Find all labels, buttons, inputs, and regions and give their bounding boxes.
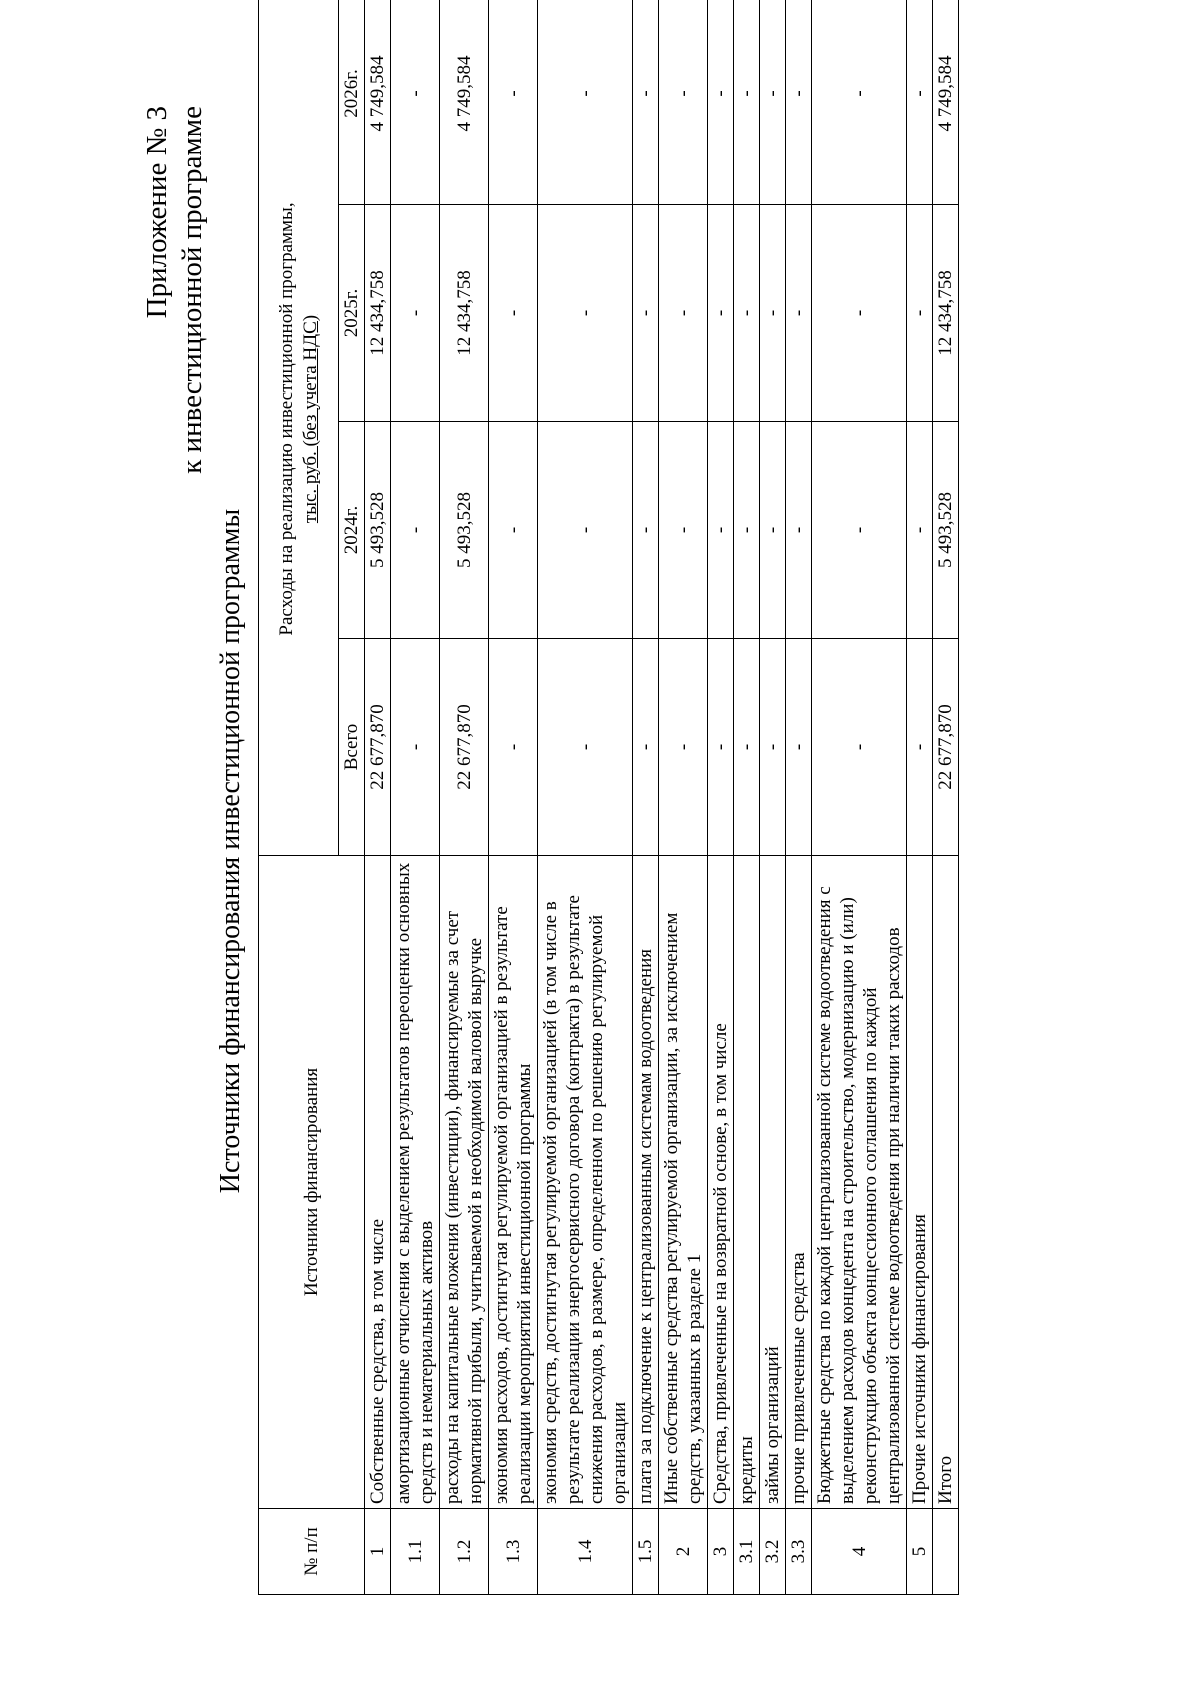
- row-source: Итого: [933, 856, 959, 1509]
- table-row: [812, 0, 907, 1595]
- cell-total: 22 677,870: [365, 639, 391, 856]
- cell-2025: -: [907, 205, 933, 422]
- cell-2026: -: [659, 0, 708, 205]
- row-number: 3.2: [760, 1509, 786, 1595]
- cell-total: -: [760, 639, 786, 856]
- table-row: [734, 0, 760, 1595]
- cell-2026: -: [812, 0, 907, 205]
- table-row: [538, 0, 633, 1595]
- cell-2024: -: [489, 422, 538, 639]
- cell-2025: 12 434,758: [933, 205, 959, 422]
- cell-total: -: [659, 639, 708, 856]
- cell-total: -: [633, 639, 659, 856]
- row-source: расходы на капитальные вложения (инвестиции), финансируемые за счет нормативной прибыли, учитываемой в необходимой валовой выручке: [440, 856, 489, 1509]
- cell-total: 22 677,870: [440, 639, 489, 856]
- cell-total: 22 677,870: [933, 639, 959, 856]
- table-row: [907, 0, 933, 1595]
- cell-total: -: [812, 639, 907, 856]
- row-number: 3: [708, 1509, 734, 1595]
- cell-2024: -: [538, 422, 633, 639]
- cell-2025: 12 434,758: [440, 205, 489, 422]
- cell-total: -: [907, 639, 933, 856]
- row-number: 1.1: [391, 1509, 440, 1595]
- cell-2024: -: [812, 422, 907, 639]
- table-row: [365, 0, 391, 1595]
- row-source: Средства, привлеченные на возвратной основе, в том числе: [708, 856, 734, 1509]
- appendix-subtitle: к инвестиционной программе: [176, 106, 208, 474]
- header-source: Источники финансирования: [259, 856, 365, 1509]
- cell-2024: -: [659, 422, 708, 639]
- cell-total: -: [786, 639, 812, 856]
- cell-2026: -: [391, 0, 440, 205]
- row-number: 1.5: [633, 1509, 659, 1595]
- cell-2025: 12 434,758: [365, 205, 391, 422]
- row-number: 1: [365, 1509, 391, 1595]
- cell-2024: -: [734, 422, 760, 639]
- row-source: Прочие источники финансирования: [907, 856, 933, 1509]
- table-row: [708, 0, 734, 1595]
- cell-2024: -: [708, 422, 734, 639]
- table-row: [489, 0, 538, 1595]
- cell-total: -: [708, 639, 734, 856]
- cell-2024: -: [760, 422, 786, 639]
- table-body: [365, 0, 959, 1595]
- header-total: Всего: [339, 639, 365, 856]
- cell-2024: -: [391, 422, 440, 639]
- cell-2025: -: [708, 205, 734, 422]
- table-row: [440, 0, 489, 1595]
- cell-2026: -: [907, 0, 933, 205]
- header-expenses-line1: Расходы на реализацию инвестиционной программы,: [275, 202, 297, 636]
- row-source: экономия расходов, достигнутая регулируемой организацией в результате реализации мероприятий инвестиционной программы: [489, 856, 538, 1509]
- header-2026: 2026г.: [339, 0, 365, 205]
- cell-2024: 5 493,528: [440, 422, 489, 639]
- appendix-number: Приложение № 3: [141, 106, 173, 319]
- cell-2025: -: [538, 205, 633, 422]
- cell-2025: -: [760, 205, 786, 422]
- row-source: Иные собственные средства регулируемой организации, за исключением средств, указанных в разделе 1: [659, 856, 708, 1509]
- cell-2026: -: [760, 0, 786, 205]
- cell-2025: -: [391, 205, 440, 422]
- header-expenses-line2: тыс. руб. (без учета НДС): [299, 314, 321, 524]
- cell-2024: -: [786, 422, 812, 639]
- cell-2026: -: [734, 0, 760, 205]
- table-row: [760, 0, 786, 1595]
- row-number: [933, 1509, 959, 1595]
- row-source: экономия средств, достигнутая регулируемой организацией (в том числе в результате реализации энергосервисного договора (контракта) в результате снижения расходов, в размере, определенном по решению регулируемой организации: [538, 856, 633, 1509]
- row-number: 1.4: [538, 1509, 633, 1595]
- header-expenses: [259, 0, 339, 856]
- row-source: плата за подключение к централизованным системам водоотведения: [633, 856, 659, 1509]
- cell-2024: -: [633, 422, 659, 639]
- table-row: [659, 0, 708, 1595]
- row-source: амортизационные отчисления с выделением результатов переоценки основных средств и нематериальных активов: [391, 856, 440, 1509]
- row-number: 4: [812, 1509, 907, 1595]
- table-row: [391, 0, 440, 1595]
- cell-2024: 5 493,528: [933, 422, 959, 639]
- header-2024: 2024г.: [339, 422, 365, 639]
- row-source: Бюджетные средства по каждой централизованной системе водоотведения с выделением расходов концедента на строительство, модернизацию и (или) реконструкцию объекта концессионного соглашения по каждой централизованной системе водоотведения при наличии таких расходов: [812, 856, 907, 1509]
- cell-total: -: [391, 639, 440, 856]
- cell-total: -: [489, 639, 538, 856]
- cell-2026: -: [786, 0, 812, 205]
- row-source: займы организаций: [760, 856, 786, 1509]
- cell-2024: -: [907, 422, 933, 639]
- row-source: прочие привлеченные средства: [786, 856, 812, 1509]
- cell-2024: 5 493,528: [365, 422, 391, 639]
- table-row: [933, 0, 959, 1595]
- cell-2025: -: [659, 205, 708, 422]
- cell-2026: 4 749,584: [933, 0, 959, 205]
- row-number: 3.3: [786, 1509, 812, 1595]
- header-2025: 2025г.: [339, 205, 365, 422]
- cell-2025: -: [786, 205, 812, 422]
- table-row: [633, 0, 659, 1595]
- row-source: Собственные средства, в том числе: [365, 856, 391, 1509]
- cell-2026: 4 749,584: [365, 0, 391, 205]
- row-number: 1.2: [440, 1509, 489, 1595]
- cell-2026: 4 749,584: [440, 0, 489, 205]
- appendix-header: [140, 106, 210, 474]
- cell-total: -: [538, 639, 633, 856]
- financing-table: [258, 0, 959, 1595]
- cell-2025: -: [812, 205, 907, 422]
- cell-2026: -: [633, 0, 659, 205]
- cell-2026: -: [538, 0, 633, 205]
- cell-2025: -: [633, 205, 659, 422]
- page-title: Источники финансирования инвестиционной программы: [215, 508, 246, 1194]
- row-number: 2: [659, 1509, 708, 1595]
- row-source: кредиты: [734, 856, 760, 1509]
- cell-2025: -: [734, 205, 760, 422]
- header-num: № п/п: [259, 1509, 365, 1595]
- row-number: 3.1: [734, 1509, 760, 1595]
- cell-2026: -: [708, 0, 734, 205]
- row-number: 5: [907, 1509, 933, 1595]
- cell-total: -: [734, 639, 760, 856]
- table-row: [786, 0, 812, 1595]
- row-number: 1.3: [489, 1509, 538, 1595]
- cell-2026: -: [489, 0, 538, 205]
- cell-2025: -: [489, 205, 538, 422]
